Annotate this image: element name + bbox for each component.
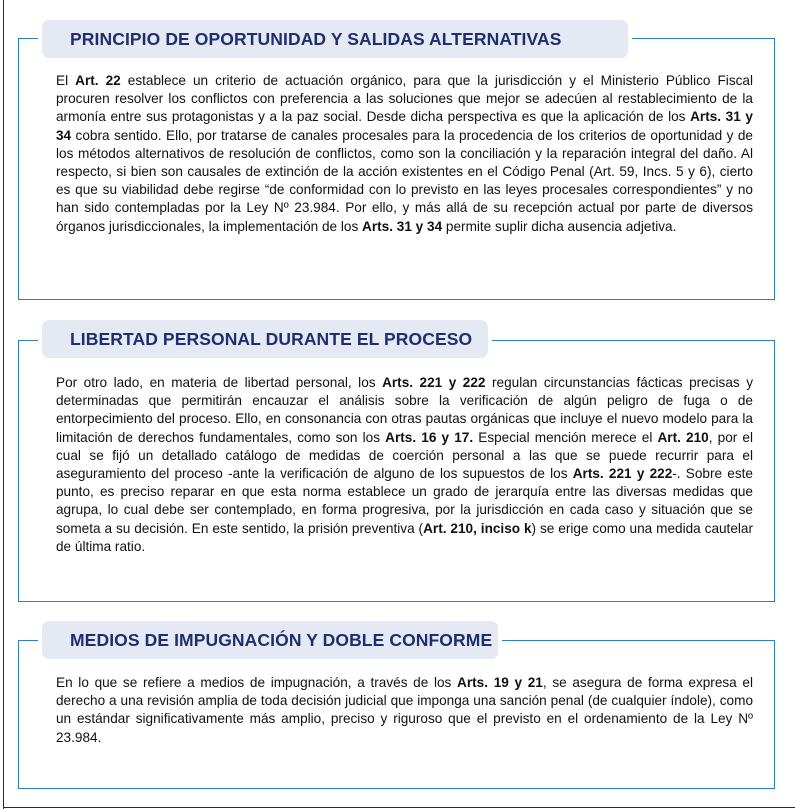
text-run: cobra sentido. Ello, por tratarse de canales procesales para la procedencia de los criterios de oportunidad y de los métodos alternativos de resolución de conflictos, como son la conciliación y la reparación integral del daño. Al respecto, si bien son causales de extinción de la acción existentes en el Código Penal (Art. 59, Incs. 5 y 6), cierto es que su viabilidad debe regirse “de conformidad con lo previsto en las leyes procesales correspondientes” y no han sido contempladas por la Ley Nº 23.984. Por ello, y más allá de su recepción actual por parte de diversos órganos jurisdiccionales, la implementación de los	[56, 127, 753, 234]
section-paragraph	[56, 72, 753, 236]
text-run: Especial mención merece el	[473, 429, 658, 445]
article-reference: Arts. 31 y 34	[56, 109, 753, 143]
section-principio-oportunidad	[18, 20, 775, 300]
article-reference: Art. 210, inciso k	[423, 520, 532, 536]
text-run: Por otro lado, en materia de libertad personal, los	[56, 375, 383, 390]
article-reference: Art. 210	[657, 429, 709, 445]
text-run: El	[56, 73, 76, 88]
text-run: -. Sobre este punto, es preciso reparar en que esta norma establece un grado de jerarquía entre las diversas medidas que agrupa, lo cual debe ser contemplado, en forma progresiva, por la jurisdicción en cada caso y situación que se someta a su decisión. En este sentido, la prisión preventiva (	[56, 466, 753, 536]
section-title: LIBERTAD PERSONAL DURANTE EL PROCESO	[42, 320, 488, 358]
article-reference: Arts. 221 y 222	[382, 375, 486, 390]
article-reference: Art. 22	[75, 73, 121, 88]
text-run: , por el cual se fijó un detallado catálogo de medidas de coerción personal a las que se puede recurrir para el aseguramiento del proceso -ante la verificación de alguno de los supuestos de los	[56, 429, 753, 482]
section-title: PRINCIPIO DE OPORTUNIDAD Y SALIDAS ALTERNATIVAS	[42, 20, 628, 58]
section-paragraph	[56, 374, 753, 556]
article-reference: Arts. 19 y 21	[457, 675, 543, 690]
text-run: permite suplir dicha ausencia adjetiva.	[442, 218, 677, 234]
page-edge-bottom	[3, 807, 795, 808]
text-run: En lo que se refiere a medios de impugnación, a través de los	[56, 675, 458, 690]
text-run: establece un criterio de actuación orgánico, para que la jurisdicción y el Ministerio Público Fiscal procuren resolver los conflictos con preferencia a las soluciones que mejor se adecúen al restablecimiento de la armonía entre sus protagonistas y a la paz social. Desde dicha perspectiva es que la aplicación de los	[56, 73, 753, 125]
article-reference: Arts. 31 y 34	[362, 218, 443, 234]
section-paragraph	[56, 674, 753, 747]
section-libertad-personal	[18, 320, 775, 602]
article-reference: Arts. 221 y 222	[572, 466, 673, 482]
text-run: regulan circunstancias fácticas precisas y determinadas que permitirán encauzar el análisis sobre la verificación de algún peligro de fuga o de entorpecimiento del proceso. Ello, en consonancia con otras pautas orgánicas que incluye el nuevo modelo para la limitación de derechos fundamentales, como son los	[56, 375, 753, 445]
section-title: MEDIOS DE IMPUGNACIÓN Y DOBLE CONFORME	[42, 621, 498, 659]
text-run: ) se erige como una medida cautelar de última ratio.	[56, 520, 754, 554]
article-reference: Arts. 16 y 17.	[385, 429, 474, 445]
text-run: , se asegura de forma expresa el derecho a una revisión amplia de toda decisión judicial que imponga una sanción penal (de cualquier índole), como un estándar significativamente más amplio, preciso y riguroso que el previsto en el ordenamiento de la Ley Nº 23.984.	[56, 675, 754, 745]
section-medios-impugnacion	[18, 621, 775, 789]
page-edge-left	[3, 0, 4, 809]
